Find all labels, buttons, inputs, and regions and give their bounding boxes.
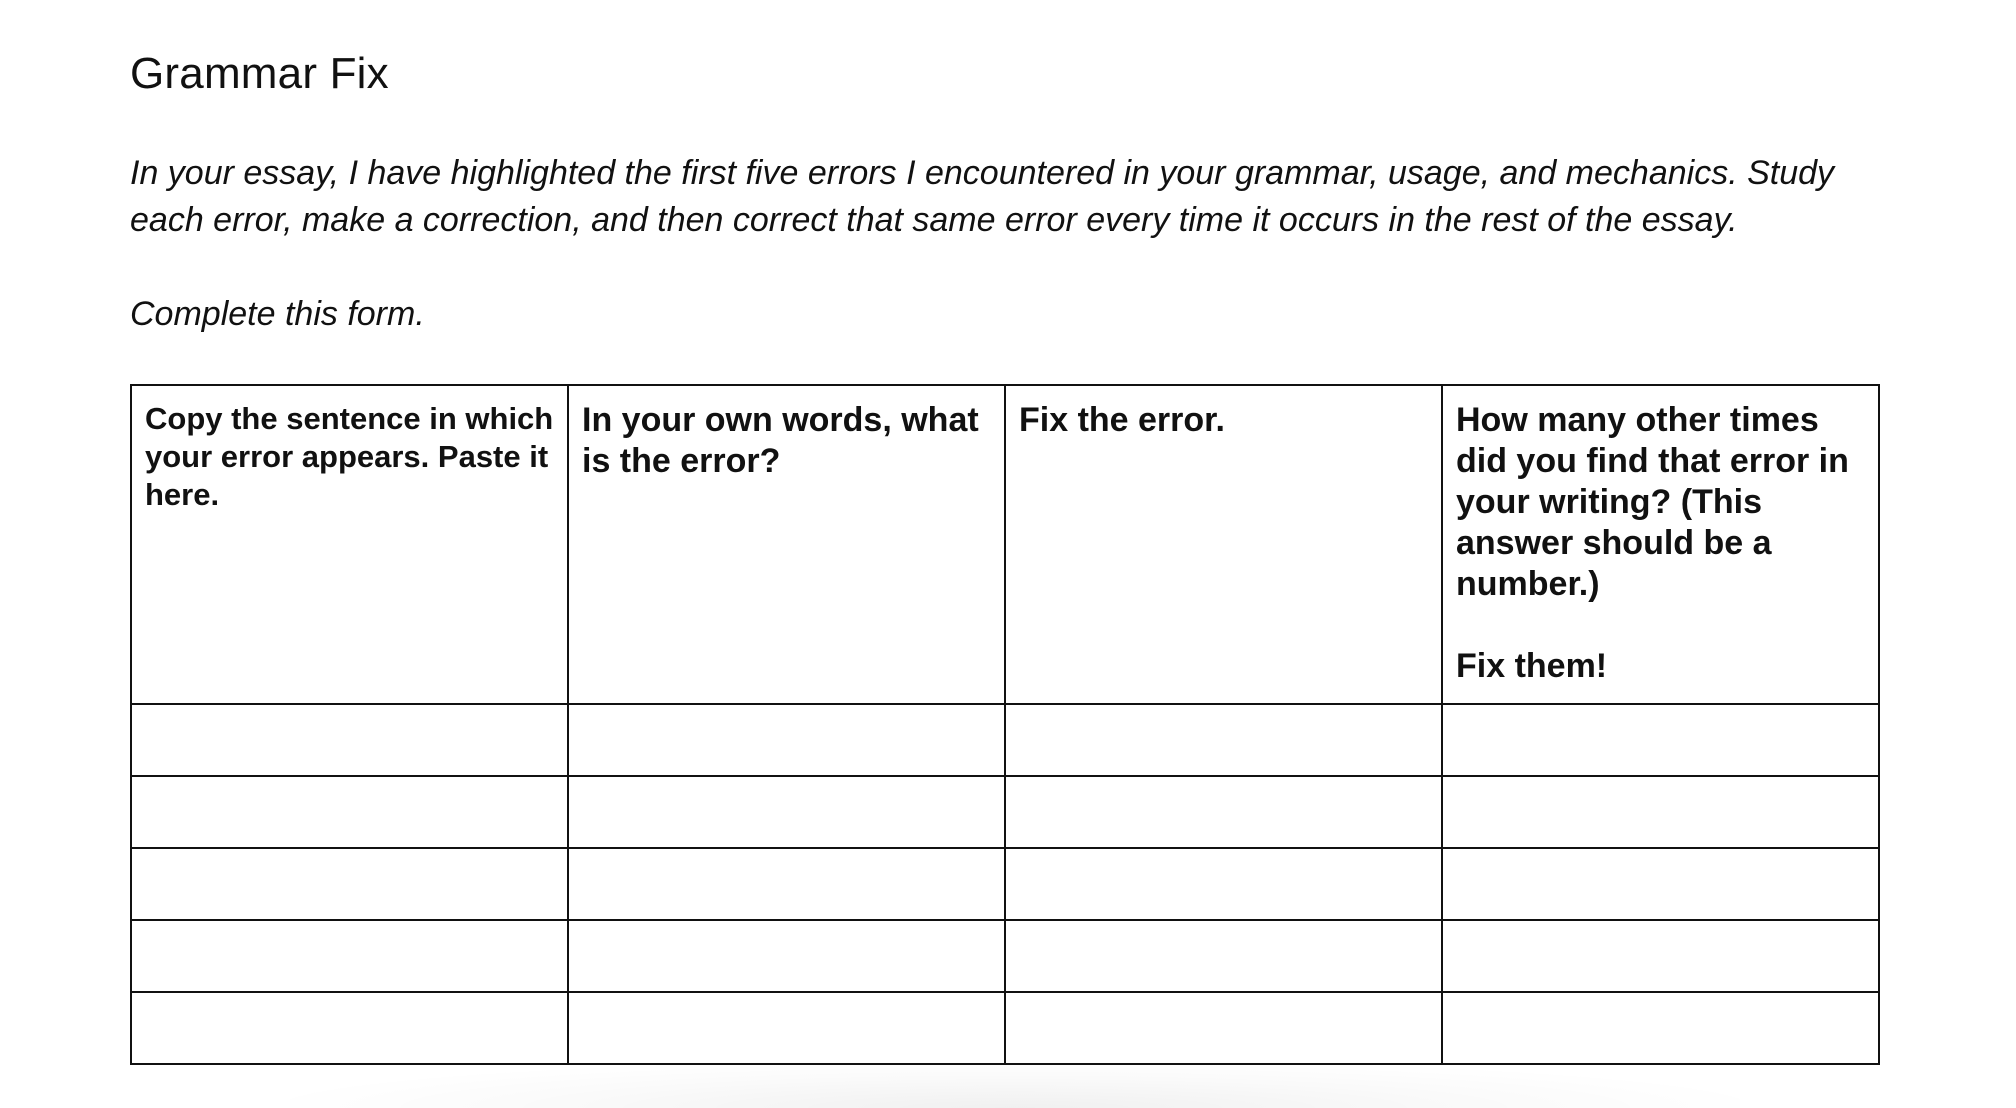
- table-header-row: [131, 385, 1879, 704]
- header-label: Copy the sentence in which your error appears. Paste it here.: [145, 401, 554, 512]
- table-row: [131, 848, 1879, 920]
- table-cell[interactable]: [1442, 704, 1879, 776]
- table-cell[interactable]: [1442, 920, 1879, 992]
- header-label: In your own words, what is the error?: [582, 401, 979, 480]
- table-cell[interactable]: [568, 992, 1005, 1064]
- table-cell[interactable]: [568, 920, 1005, 992]
- document-page: [130, 48, 1890, 338]
- table-cell[interactable]: [131, 776, 568, 848]
- page-edge-shadow: [290, 1060, 1740, 1108]
- table-cell[interactable]: [131, 704, 568, 776]
- table-row: [131, 920, 1879, 992]
- table-cell[interactable]: [131, 920, 568, 992]
- table-cell[interactable]: [1005, 704, 1442, 776]
- table-cell[interactable]: [131, 848, 568, 920]
- header-copy-sentence: [131, 385, 568, 704]
- table-cell[interactable]: [131, 992, 568, 1064]
- instructions-paragraph: In your essay, I have highlighted the first five errors I encountered in your grammar, usage, and mechanics. Study each error, make a correction, and then correct that same error every time it occurs in the rest of the essay.: [130, 154, 1835, 239]
- header-count-errors: [1442, 385, 1879, 704]
- table-row: [131, 776, 1879, 848]
- header-describe-error: [568, 385, 1005, 704]
- table-cell[interactable]: [1442, 848, 1879, 920]
- table-cell[interactable]: [1005, 992, 1442, 1064]
- table-cell[interactable]: [1005, 920, 1442, 992]
- document-title: Grammar Fix: [130, 49, 389, 98]
- table-cell[interactable]: [1005, 848, 1442, 920]
- table-cell[interactable]: [568, 848, 1005, 920]
- table-cell[interactable]: [568, 704, 1005, 776]
- header-fix-error: [1005, 385, 1442, 704]
- header-label: How many other times did you find that error in your writing? (This answer should be a number.) Fix them!: [1456, 401, 1849, 685]
- table-row: [131, 992, 1879, 1064]
- header-label: Fix the error.: [1019, 401, 1225, 439]
- table-row: [131, 704, 1879, 776]
- table-cell[interactable]: [568, 776, 1005, 848]
- table-cell[interactable]: [1005, 776, 1442, 848]
- table-cell[interactable]: [1442, 776, 1879, 848]
- grammar-fix-table: [130, 384, 1880, 1065]
- form-note: Complete this form.: [130, 295, 425, 333]
- table-cell[interactable]: [1442, 992, 1879, 1064]
